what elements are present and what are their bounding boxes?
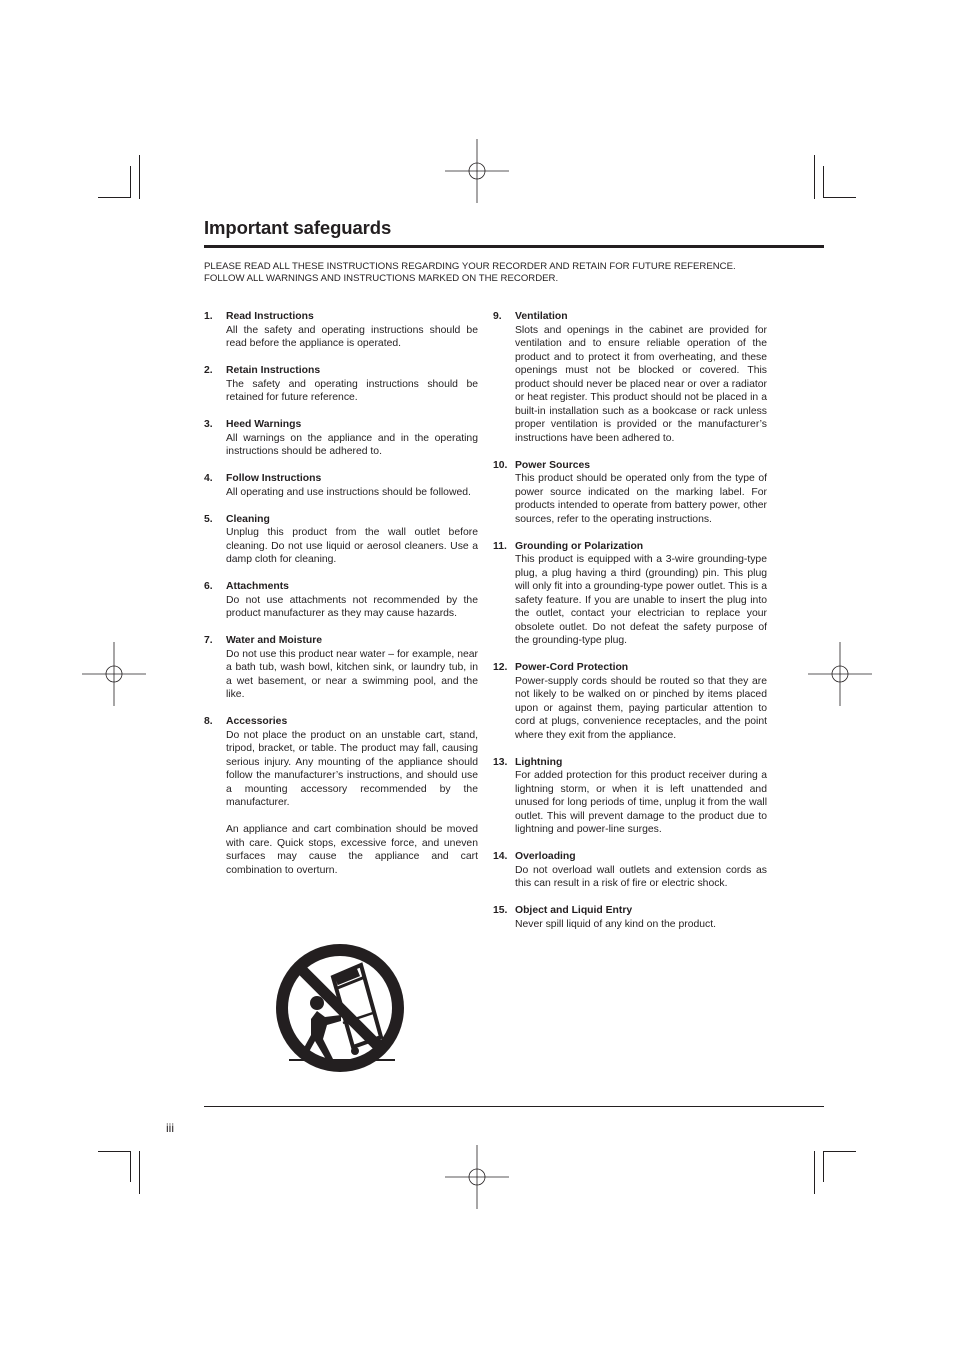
item-body: Do not place the product on an unstable cart, stand, tripod, bracket, or table. The product may fall, causing serious injury. Any mounting of the appliance should follow the manufacturer’s instructions, and should use a mounting accessory recommended by the manufacturer.: [226, 729, 478, 808]
registration-target-icon: [445, 139, 509, 203]
item-body: All operating and use instructions should be followed.: [226, 486, 471, 498]
item-body: Unplug this product from the wall outlet before cleaning. Do not use liquid or aerosol cleaners. Use a damp cloth for cleaning.: [226, 527, 478, 565]
safeguard-item: [493, 540, 767, 648]
item-title: Power-Cord Protection: [515, 662, 629, 673]
crop-mark: [814, 1151, 815, 1194]
bottom-rule: [204, 1106, 824, 1107]
safeguard-item: [493, 904, 767, 931]
safeguard-item: [493, 756, 767, 837]
item-body: The safety and operating instructions should be retained for future reference.: [226, 378, 478, 403]
item-number: 6.: [204, 581, 213, 592]
item-number: 13.: [493, 756, 508, 768]
right-column: [493, 310, 767, 945]
left-column: [204, 310, 478, 891]
item-number: 12.: [493, 662, 508, 673]
item-title: Overloading: [515, 851, 576, 862]
item-number: 9.: [493, 311, 502, 322]
item-body: Do not overload wall outlets and extension cords as this can result in a risk of fire or electric shock.: [515, 864, 767, 889]
item-title: Ventilation: [515, 311, 568, 322]
item-body: Do not use this product near water – for example, near a bath tub, wash bowl, kitchen sink, or laundry tub, in a wet basement, or near a swimming pool, and the like.: [226, 648, 478, 700]
crop-mark: [823, 166, 824, 197]
item-number: 11.: [493, 540, 507, 552]
page-number: iii: [166, 1121, 174, 1135]
safeguard-item: [204, 513, 478, 567]
crop-mark: [98, 197, 131, 198]
item-title: Accessories: [226, 716, 288, 727]
item-title: Power Sources: [515, 459, 591, 471]
item-number: 2.: [204, 365, 213, 376]
item-title: Lightning: [515, 756, 563, 768]
intro-line: PLEASE READ ALL THESE INSTRUCTIONS REGARDING YOUR RECORDER AND RETAIN FOR FUTURE REFERENCE.: [204, 261, 736, 272]
title-rule: [204, 245, 824, 248]
item-number: 10.: [493, 459, 508, 471]
safeguard-item: [493, 310, 767, 445]
item-title: Cleaning: [226, 513, 270, 525]
safeguard-item: [204, 418, 478, 459]
crop-mark: [130, 1151, 131, 1182]
crop-mark: [823, 1151, 824, 1182]
intro-line: FOLLOW ALL WARNINGS AND INSTRUCTIONS MARKED ON THE RECORDER.: [204, 273, 559, 284]
safeguard-item: [204, 715, 478, 877]
registration-target-icon: [808, 642, 872, 706]
safeguard-item: [204, 472, 478, 499]
item-body: This product is equipped with a 3-wire grounding-type plug, a plug having a third (grounding) pin. This plug will only fit into a grounding-type power outlet. This is a safety feature. If you are unable to insert the plug into the outlet, contact your electrician to replace your obsolete outlet. Do not defeat the safety purpose of the grounding-type plug.: [515, 554, 767, 646]
item-number: 15.: [493, 905, 508, 916]
item-body: Power-supply cords should be routed so that they are not likely to be walked on or pinched by items placed upon or against them, paying particular attention to cord at plugs, convenience receptacles, and the point where they exit from the appliance.: [515, 675, 767, 741]
page-title: Important safeguards: [204, 217, 392, 238]
safeguard-item: [204, 634, 478, 702]
item-title: Follow Instructions: [226, 473, 322, 484]
item-number: 7.: [204, 635, 213, 646]
item-title: Object and Liquid Entry: [515, 905, 633, 916]
item-title: Heed Warnings: [226, 419, 302, 430]
safeguard-item: [204, 364, 478, 405]
crop-mark: [823, 197, 856, 198]
crop-mark: [139, 155, 140, 199]
safeguard-item: [204, 580, 478, 621]
crop-mark: [139, 1151, 140, 1194]
item-body-continued: An appliance and cart combination should be moved with care. Quick stops, excessive force, and uneven surfaces may cause the appliance and cart combination to overturn.: [226, 824, 478, 876]
item-number: 4.: [204, 473, 213, 484]
item-body: Never spill liquid of any kind on the product.: [515, 918, 716, 930]
item-body: This product should be operated only from the type of power source indicated on the marking label. For products intended to operate from battery power, other sources, refer to the operating instructions.: [515, 473, 767, 525]
item-body: Slots and openings in the cabinet are provided for ventilation and to ensure reliable operation of the product and to protect it from overheating, and these openings must not be blocked or covered. This product should never be placed near or over a radiator or heat register. This product should not be placed in a built-in installation such as a bookcase or rack unless proper ventilation is provided or the manufacturer’s instructions have been adhered to.: [515, 324, 767, 444]
item-number: 5.: [204, 513, 213, 525]
item-title: Grounding or Polarization: [515, 540, 644, 552]
item-body: Do not use attachments not recommended by the product manufacturer as they may cause hazards.: [226, 594, 478, 619]
safeguard-item: [204, 310, 478, 351]
item-title: Attachments: [226, 581, 289, 592]
crop-mark: [130, 166, 131, 197]
item-number: 14.: [493, 851, 508, 862]
registration-target-icon: [82, 642, 146, 706]
safeguard-item: [493, 850, 767, 891]
crop-mark: [98, 1151, 131, 1152]
cart-tipover-warning-icon: [275, 943, 405, 1073]
crop-mark: [814, 155, 815, 199]
item-body: All warnings on the appliance and in the operating instructions should be adhered to.: [226, 432, 478, 457]
intro-text: [204, 261, 804, 285]
item-number: 8.: [204, 716, 213, 727]
item-number: 3.: [204, 419, 213, 430]
item-title: Water and Moisture: [226, 635, 323, 646]
registration-target-icon: [445, 1145, 509, 1209]
safeguard-item: [493, 459, 767, 527]
safeguard-item: [493, 661, 767, 742]
item-number: 1.: [204, 311, 213, 322]
item-body: For added protection for this product receiver during a lightning storm, or when it is left unattended and unused for long periods of time, unplug it from the wall outlet. This will prevent damage to the product due to lightning and power-line surges.: [515, 770, 767, 835]
item-title: Read Instructions: [226, 311, 314, 322]
item-title: Retain Instructions: [226, 365, 321, 376]
crop-mark: [823, 1151, 856, 1152]
item-body: All the safety and operating instructions should be read before the appliance is operated.: [226, 324, 478, 349]
